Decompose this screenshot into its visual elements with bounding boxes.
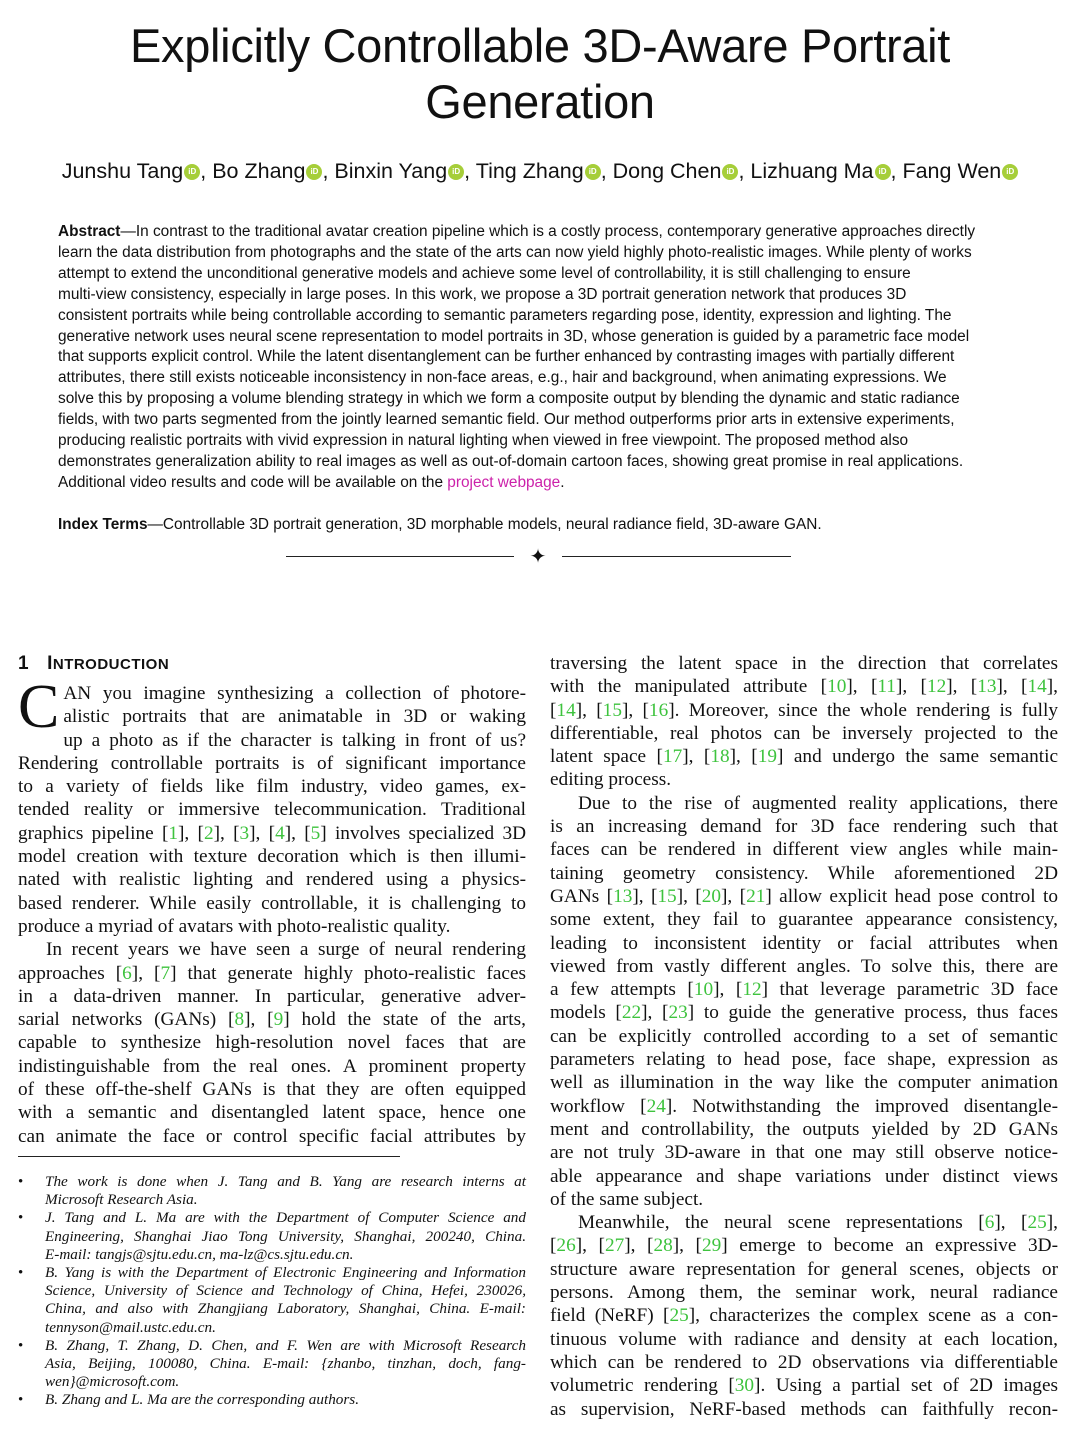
author-separator: ,	[200, 159, 213, 183]
body-text: ] and undergo the same semantic	[777, 746, 1059, 768]
footnote-line: E-mail: tangjs@sjtu.edu.cn, ma-lz@cs.sjtu.edu.cn.	[45, 1245, 354, 1263]
author-name: Ting Zhang	[475, 159, 584, 183]
bullet-icon: •	[18, 1210, 24, 1227]
body-text: ], [	[729, 746, 758, 768]
body-text: ], [	[672, 1235, 702, 1257]
body-text: some extent, they fail to guarantee appearance consistency,	[550, 909, 1058, 931]
body-text: tended reality or immersive telecommunication. Traditional	[18, 799, 526, 821]
body-line	[18, 1101, 526, 1124]
body-line	[550, 675, 1058, 698]
body-line	[550, 792, 1058, 815]
abstract-text: consistent portraits while being controllable according to semantic parameters regarding pose, identity, expression and lighting. The	[58, 306, 952, 324]
body-text: well as illumination in the way like the computer animation	[550, 1072, 1058, 1094]
body-text: ] allow explicit head pose control to	[765, 885, 1059, 907]
body-line	[550, 1234, 1058, 1257]
orcid-icon[interactable]: iD	[875, 164, 891, 180]
body-text: with a semantic and disentangled latent space, hence one	[18, 1102, 526, 1124]
citation-link[interactable]: 7	[160, 962, 171, 984]
footnote-line: China, and also with Zhangjiang Laboratory, Shanghai, China. E-mail:	[45, 1300, 526, 1318]
body-line	[18, 752, 526, 775]
body-line	[18, 798, 526, 821]
body-text: with the manipulated attribute [	[550, 676, 828, 698]
body-line	[18, 915, 526, 938]
abstract-line	[58, 243, 1020, 264]
body-line	[550, 885, 1058, 908]
author-list	[20, 156, 1060, 186]
body-line	[550, 699, 1058, 722]
body-text: ], [	[178, 822, 204, 844]
index-terms-text: —Controllable 3D portrait generation, 3D morphable models, neural radiance field, 3D-aware GAN.	[147, 516, 822, 533]
body-text: structure aware representation for general scenes, objects or	[550, 1258, 1058, 1280]
footnote-line: Engineering, Shanghai Jiao Tong University, Shanghai, 200240, China.	[45, 1227, 526, 1245]
abstract-line	[58, 222, 1020, 243]
body-line	[550, 1304, 1058, 1327]
index-terms-label: Index Terms	[58, 516, 148, 533]
body-text: nated with realistic lighting and rendered using a physics-	[18, 869, 526, 891]
body-text: persons. Among them, the seminar work, neural radiance	[550, 1282, 1058, 1304]
author-separator: ,	[322, 159, 335, 183]
body-text: ] involves specialized 3D	[320, 822, 527, 844]
body-text: ], [	[846, 676, 878, 698]
footnote-item	[18, 1391, 526, 1409]
body-line	[550, 1141, 1058, 1164]
body-text: ], [	[996, 676, 1028, 698]
citation-link[interactable]: 29	[701, 1235, 722, 1257]
footnote-rule	[18, 1156, 400, 1157]
body-line	[18, 938, 526, 961]
body-line	[550, 722, 1058, 745]
author-separator: ,	[890, 159, 903, 183]
footnote-item	[18, 1264, 526, 1337]
body-line	[550, 1351, 1058, 1374]
orcid-icon[interactable]: iD	[448, 164, 464, 180]
abstract-line	[58, 327, 1020, 348]
title-line-2: Generation	[425, 75, 655, 128]
bullet-icon: •	[18, 1265, 24, 1282]
abstract-text: demonstrates generalization ability to real images as well as out-of-domain cartoon faces, showing great promise in real applications.	[58, 452, 964, 470]
citation-link[interactable]: 24	[646, 1095, 666, 1117]
body-text: up a photo as if the character is talking in front of us?	[63, 729, 526, 751]
body-text: ], [	[713, 979, 743, 1001]
abstract-text: —In contrast to the traditional avatar creation pipeline which is a costly process, contemporary generative approaches directly	[120, 223, 976, 240]
footnote-item	[18, 1209, 526, 1264]
bullet-icon: •	[18, 1174, 24, 1190]
body-text: to a variety of fields like film industry, video games, ex-	[18, 776, 526, 798]
citation-link[interactable]: 27	[604, 1235, 625, 1257]
orcid-icon[interactable]: iD	[585, 164, 601, 180]
footnote-line: B. Zhang, T. Zhang, D. Chen, and F. Wen are with Microsoft Research	[45, 1336, 526, 1354]
abstract-line	[58, 389, 1020, 410]
body-line	[18, 985, 526, 1008]
body-text: are not truly 3D-aware in that one may still observe notice-	[550, 1142, 1058, 1164]
body-text: of these off-the-shelf GANs is that they are often equipped	[18, 1079, 526, 1101]
citation-link[interactable]: 30	[734, 1375, 755, 1397]
footnote-line: J. Tang and L. Ma are with the Department of Computer Science and	[45, 1209, 526, 1227]
section-title-initial: I	[47, 653, 53, 674]
body-text: ], [	[575, 1235, 605, 1257]
footnote-item	[18, 1337, 526, 1392]
body-text: ], [	[632, 885, 658, 907]
body-line	[18, 1055, 526, 1078]
body-text: ] that generate highly photo-realistic faces	[170, 962, 527, 984]
body-text: ], [	[249, 822, 276, 844]
body-text: ], [	[624, 1235, 654, 1257]
separator-diamond-icon: ✦	[529, 546, 547, 568]
body-line	[550, 862, 1058, 885]
body-text: can animate the face or control specific facial attributes by	[18, 1125, 526, 1147]
body-line	[550, 1001, 1058, 1024]
citation-link[interactable]: 21	[746, 885, 766, 907]
body-text: Due to the rise of augmented reality applications, there	[578, 792, 1058, 814]
body-text: ], [	[284, 822, 311, 844]
title-line-1: Explicitly Controllable 3D-Aware Portrait	[129, 19, 951, 72]
body-text: sarial networks (GANs) [	[18, 1009, 235, 1031]
body-line	[550, 1048, 1058, 1071]
author-separator: ,	[464, 159, 476, 183]
dropcap-letter: C	[18, 673, 60, 741]
citation-link[interactable]: 17	[662, 746, 683, 768]
citation-link[interactable]: 13	[977, 676, 997, 698]
body-text: ],	[1046, 676, 1058, 698]
body-text: ], [	[994, 1212, 1028, 1234]
citation-link[interactable]: 25	[669, 1305, 689, 1327]
body-text: a few attempts [	[550, 979, 694, 1001]
citation-link[interactable]: 6	[984, 1212, 995, 1234]
body-line	[18, 845, 526, 868]
abstract-text: fields, with two parts segmented from the jointly learned semantic field. Our method outperforms prior arts in extensive experiments,	[58, 411, 955, 429]
body-line	[550, 1165, 1058, 1188]
body-line	[18, 1008, 526, 1031]
citation-link[interactable]: 26	[556, 1235, 576, 1257]
body-text: ], [	[895, 676, 927, 698]
citation-link[interactable]: 11	[877, 676, 896, 698]
author-name: Fang Wen	[902, 159, 1002, 183]
left-column-body	[18, 673, 527, 1148]
body-text: ], characterizes the complex scene as a con-	[688, 1305, 1058, 1327]
body-text: graphics pipeline [	[18, 822, 169, 844]
paper-title	[40, 18, 1040, 130]
body-text: can be explicitly controlled according to a set of semantic	[550, 1025, 1058, 1047]
body-line	[550, 1328, 1058, 1351]
footnote-line: B. Zhang and L. Ma are the corresponding authors.	[45, 1391, 360, 1409]
body-text: approaches [	[18, 962, 123, 984]
body-text: ], [	[682, 746, 711, 768]
bullet-icon: •	[18, 1337, 24, 1354]
abstract-text: Additional video results and code will be available on the	[58, 473, 448, 491]
orcid-icon[interactable]: iD	[1002, 164, 1018, 180]
citation-link[interactable]: 1	[168, 822, 179, 844]
body-text: ]. Moreover, since the whole rendering is fully	[668, 699, 1059, 721]
citation-link[interactable]: 15	[602, 699, 622, 721]
abstract-text: learn the data distribution from photographs and the state of the arts can now yield highly photo-realistic images. While plenty of works	[58, 243, 972, 261]
body-text: ] hold the state of the arts,	[283, 1009, 526, 1031]
abstract-text: .	[560, 473, 565, 491]
citation-link[interactable]: 14	[556, 699, 576, 721]
citation-link[interactable]: 5	[310, 822, 321, 844]
body-text: viewed from vastly different angles. To solve this, there are	[550, 955, 1058, 977]
body-text: leading to inconsistent identity or facial attributes when	[550, 932, 1058, 954]
body-line	[550, 768, 1058, 791]
citation-link[interactable]: 20	[701, 885, 722, 907]
body-text: ]. Notwithstanding the improved disentangle-	[665, 1095, 1058, 1117]
body-line: alistic portraits that are animatable in 3D or waking	[63, 706, 526, 728]
body-text: faces can be rendered in different view angles while main-	[550, 839, 1058, 861]
body-text: ], [	[641, 1002, 669, 1024]
body-text: of the same subject.	[550, 1188, 704, 1210]
body-text: in a data-driven manner. In particular, generative adver-	[18, 985, 526, 1007]
footnote-line: Microsoft Research Asia.	[45, 1191, 198, 1209]
body-text: ment and controllability, the outputs yielded by 2D GANs	[550, 1118, 1058, 1140]
abstract-text: attributes, there still exists noticeable inconsistency in non-face areas, e.g., hair and background, when animating expressions. We	[58, 369, 947, 387]
body-text: ], [	[676, 885, 702, 907]
body-line	[18, 1078, 526, 1101]
body-text: ], [	[621, 699, 649, 721]
body-line	[18, 1031, 526, 1054]
body-line	[550, 745, 1058, 768]
citation-link[interactable]: 28	[653, 1235, 673, 1257]
body-text: capable to synthesize high-resolution novel faces that are	[18, 1032, 526, 1054]
abstract-text: that supports explicit control. While the latent disentanglement can be further enhanced by contrasting images with partially different	[58, 348, 955, 366]
citation-link[interactable]: 10	[827, 676, 847, 698]
body-text: traversing the latent space in the direction that correlates	[550, 653, 1058, 674]
body-line	[18, 729, 526, 752]
footnote-line: tennyson@mail.ustc.edu.cn.	[45, 1318, 216, 1336]
body-line	[18, 1125, 526, 1148]
separator-rule-right	[562, 556, 791, 557]
body-text: is an increasing demand for 3D face rendering such that	[550, 816, 1058, 838]
body-line	[18, 892, 526, 915]
body-text: taining geometry consistency. While aforementioned 2D	[550, 862, 1058, 884]
body-text: ], [	[131, 962, 161, 984]
body-text: model creation with texture decoration which is then illumi-	[18, 846, 526, 868]
bullet-icon: •	[18, 1392, 24, 1409]
author-name: Dong Chen	[612, 159, 722, 183]
body-text: GANs [	[550, 885, 614, 907]
body-text: volumetric rendering [	[550, 1375, 735, 1397]
body-text: able appearance and shape variations under distinct views	[550, 1165, 1058, 1187]
body-text: ] emerge to become an expressive 3D-	[721, 1235, 1058, 1257]
body-text: ], [	[575, 699, 603, 721]
citation-link[interactable]: 19	[757, 746, 778, 768]
body-text: latent space [	[550, 746, 663, 768]
abstract-text: attempt to extend the unconditional generative models and achieve some level of controllability, it is still challenging to ensure	[58, 264, 911, 282]
abstract-line	[58, 285, 1020, 306]
body-text: ], [	[721, 885, 747, 907]
footnotes	[18, 1173, 526, 1410]
orcid-icon[interactable]: iD	[722, 164, 738, 180]
separator-rule-left	[286, 556, 514, 557]
body-line	[550, 955, 1058, 978]
body-text: ] that leverage parametric 3D face	[761, 979, 1058, 1001]
citation-link[interactable]: 3	[239, 822, 250, 844]
body-text: [	[550, 1235, 557, 1257]
citation-link[interactable]: 22	[621, 1002, 642, 1024]
footnote-line: wen}@microsoft.com.	[45, 1373, 180, 1391]
citation-link[interactable]: 2	[203, 822, 214, 844]
abstract-text: multi-view consistency, especially in large poses. In this work, we propose a 3D portrait generation network that produces 3D	[58, 285, 907, 303]
abstract-text: solve this by proposing a volume blending strategy in which we form a composite output by blending the dynamic and static radiance	[58, 390, 960, 408]
body-line	[550, 1211, 1058, 1234]
body-text: ], [	[244, 1009, 274, 1031]
abstract-line	[58, 368, 1020, 389]
body-line	[18, 822, 526, 845]
body-line	[18, 868, 526, 891]
author-name: Bo Zhang	[212, 159, 306, 183]
body-text: field (NeRF) [	[550, 1305, 670, 1327]
abstract-line	[58, 452, 1020, 473]
body-line	[18, 775, 526, 798]
body-text: tinuous volume with radiance and density at each location,	[550, 1328, 1058, 1350]
abstract-line	[58, 410, 1020, 431]
footnote-item	[18, 1173, 526, 1209]
abstract-line	[58, 306, 1020, 327]
body-line	[550, 815, 1058, 838]
citation-link[interactable]: 25	[1027, 1212, 1047, 1234]
section-number: 1	[18, 653, 30, 674]
body-line	[550, 1258, 1058, 1281]
body-text: parameters relating to head pose, face shape, expression as	[550, 1049, 1058, 1071]
body-text: editing process.	[550, 769, 672, 791]
body-text: [	[550, 699, 557, 721]
body-line	[550, 838, 1058, 861]
body-line	[550, 908, 1058, 931]
body-text: produce a myriad of avatars with photo-realistic quality.	[18, 915, 451, 937]
citation-link[interactable]: 12	[926, 676, 947, 698]
body-text: In recent years we have seen a surge of neural rendering	[46, 939, 526, 961]
footnote-line: Science, University of Science and Technology of China, Hefei, 230026,	[45, 1282, 526, 1300]
body-line	[550, 1118, 1058, 1141]
citation-link[interactable]: 14	[1027, 676, 1047, 698]
abstract-line	[58, 431, 1020, 452]
abstract-text: producing realistic portraits with vivid expression in natural lighting when viewed in free viewpoint. The proposed method also	[58, 432, 909, 450]
author-separator: ,	[600, 159, 613, 183]
body-text: Rendering controllable portraits is of significant importance	[18, 752, 526, 774]
footnote-line: Asia, Beijing, 100080, China. E-mail: {zhanbo, tinzhan, doch, fang-	[45, 1355, 526, 1373]
citation-link[interactable]: 13	[613, 885, 633, 907]
citation-link[interactable]: 12	[742, 979, 762, 1001]
body-text: ], [	[946, 676, 978, 698]
abstract	[58, 222, 1020, 494]
body-line	[550, 1188, 1058, 1211]
abstract-text: generative network uses neural scene representation to model portraits in 3D, whose generation is guided by a parametric face model	[58, 327, 970, 345]
section-title-rest: NTRODUCTION	[52, 656, 170, 673]
footnote-line: The work is done when J. Tang and B. Yang are research interns at	[45, 1173, 526, 1190]
author-name: Lizhuang Ma	[750, 159, 874, 183]
index-terms	[58, 514, 1020, 535]
body-line	[550, 1095, 1058, 1118]
body-text: ],	[1046, 1212, 1059, 1234]
right-column-body	[550, 652, 1058, 1421]
body-text: ]. Using a partial set of 2D images	[754, 1375, 1059, 1397]
body-text: workflow [	[550, 1095, 647, 1117]
body-line	[550, 1025, 1058, 1048]
body-text: ] to guide the generative process, thus faces	[687, 1002, 1059, 1024]
body-line	[550, 1071, 1058, 1094]
citation-link[interactable]: 9	[273, 1009, 284, 1031]
citation-link[interactable]: 16	[648, 699, 669, 721]
citation-link[interactable]: 6	[122, 962, 132, 984]
body-text: as supervision, NeRF-based methods can faithfully recon-	[550, 1398, 1058, 1420]
citation-link[interactable]: 8	[234, 1009, 245, 1031]
body-text: ], [	[213, 822, 240, 844]
author-separator: ,	[738, 159, 751, 183]
citation-link[interactable]: 10	[693, 979, 714, 1001]
footnote-line: B. Yang is with the Department of Electronic Engineering and Information	[45, 1264, 526, 1282]
body-text: indistinguishable from the real ones. A prominent property	[18, 1055, 526, 1077]
abstract-line	[58, 347, 1020, 368]
orcid-icon[interactable]: iD	[184, 164, 200, 180]
body-line	[550, 1281, 1058, 1304]
body-line	[550, 932, 1058, 955]
citation-link[interactable]: 18	[710, 746, 730, 768]
citation-link[interactable]: 15	[657, 885, 677, 907]
body-line	[550, 1374, 1058, 1397]
body-text: models [	[550, 1002, 622, 1024]
author-name: Junshu Tang	[61, 159, 184, 183]
body-line	[550, 652, 1058, 675]
abstract-label: Abstract	[58, 223, 121, 240]
body-text: which can be rendered to 2D observations via differentiable	[550, 1351, 1058, 1373]
abstract-line	[58, 264, 1020, 285]
body-text: differentiable, real photos can be inversely projected to the	[550, 722, 1058, 744]
body-line	[550, 978, 1058, 1001]
body-text: Meanwhile, the neural scene representations [	[578, 1212, 985, 1234]
body-line	[18, 962, 526, 985]
orcid-icon[interactable]: iD	[306, 164, 322, 180]
body-text: based renderer. While easily controllable, it is challenging to	[18, 892, 526, 914]
body-line: AN you imagine synthesizing a collection of photore-	[63, 683, 526, 704]
body-line	[550, 1398, 1058, 1421]
abstract-line	[58, 473, 1020, 494]
citation-link[interactable]: 4	[275, 822, 285, 844]
citation-link[interactable]: 23	[668, 1002, 688, 1024]
project-webpage-link[interactable]: project webpage	[447, 473, 561, 491]
author-name: Binxin Yang	[334, 159, 448, 183]
